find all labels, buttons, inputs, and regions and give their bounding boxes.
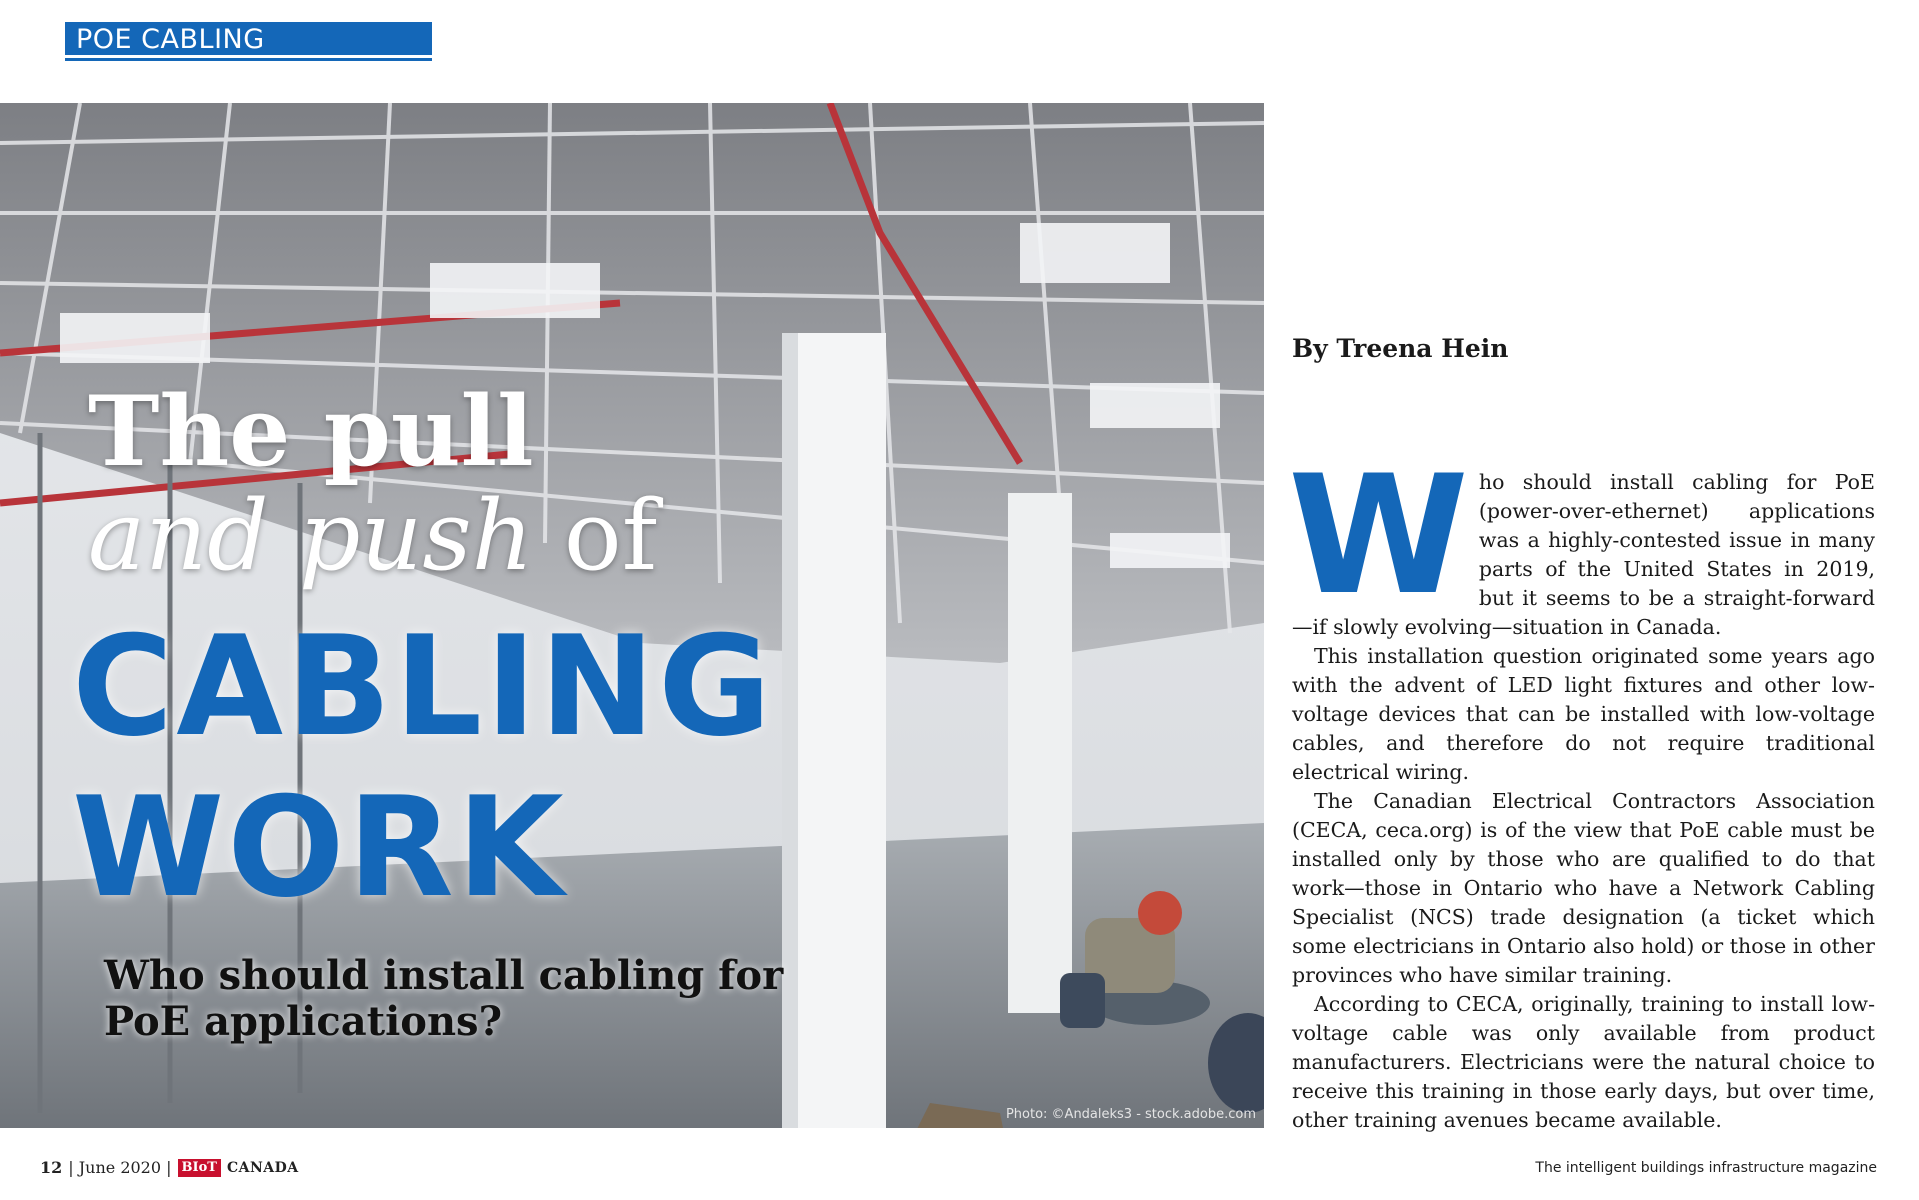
article-paragraph-4: According to CECA, originally, training to install low-voltage cable was only available from product manufacturers. Electricians were the natural choice to receive this training in those early days, but over time, other training avenues became available. — [1292, 992, 1875, 1132]
headline-line-1: The pull — [88, 375, 534, 488]
footer-tagline: The intelligent buildings infrastructure magazine — [1535, 1160, 1877, 1176]
article-paragraph-1-text: ho should install cabling for PoE (power-over-ethernet) applications was a highly-contested issue in many parts of the United States in 2019, but it seems to be a straight-forward—if slowly evolving—situation in Canada. — [1292, 470, 1875, 639]
article-paragraph-2: This installation question originated some years ago with the advent of LED light fixtures and other low-voltage devices that can be installed with low-voltage cables, and therefore do not require traditional electrical wiring. — [1292, 644, 1875, 784]
photo-credit: Photo: ©Andaleks3 - stock.adobe.com — [1005, 1107, 1256, 1122]
article-body — [1288, 440, 1875, 1135]
biot-logo-text: CANADA — [226, 1159, 299, 1176]
footer-folio — [40, 1158, 299, 1177]
headline-big-1: CABLING — [72, 606, 775, 767]
section-tag: POE CABLING — [65, 22, 432, 58]
subtitle: Who should install cabling for PoE applications? — [104, 952, 784, 1045]
byline: By Treena Hein — [1292, 334, 1509, 363]
article-paragraph-3: The Canadian Electrical Contractors Association (CECA, ceca.org) is of the view that PoE cable must be installed only by those who are qualified to do that work—those in Ontario who have a Network Cabling Specialist (NCS) trade designation (a ticket which some electricians in Ontario also hold) or those in other provinces who have similar training. — [1292, 789, 1875, 987]
page-number: 12 — [40, 1158, 63, 1177]
issue-date: | June 2020 | — [68, 1158, 172, 1177]
headline-italic: and push — [88, 480, 534, 592]
headline-line-2 — [88, 480, 658, 592]
headline-big-2: WORK — [72, 767, 567, 928]
headline-line-2-rest: of — [533, 480, 658, 592]
biot-logo-mark: BIoT — [178, 1159, 221, 1177]
article-paragraph-1 — [1288, 440, 1875, 642]
drop-cap: W — [1288, 440, 1469, 631]
